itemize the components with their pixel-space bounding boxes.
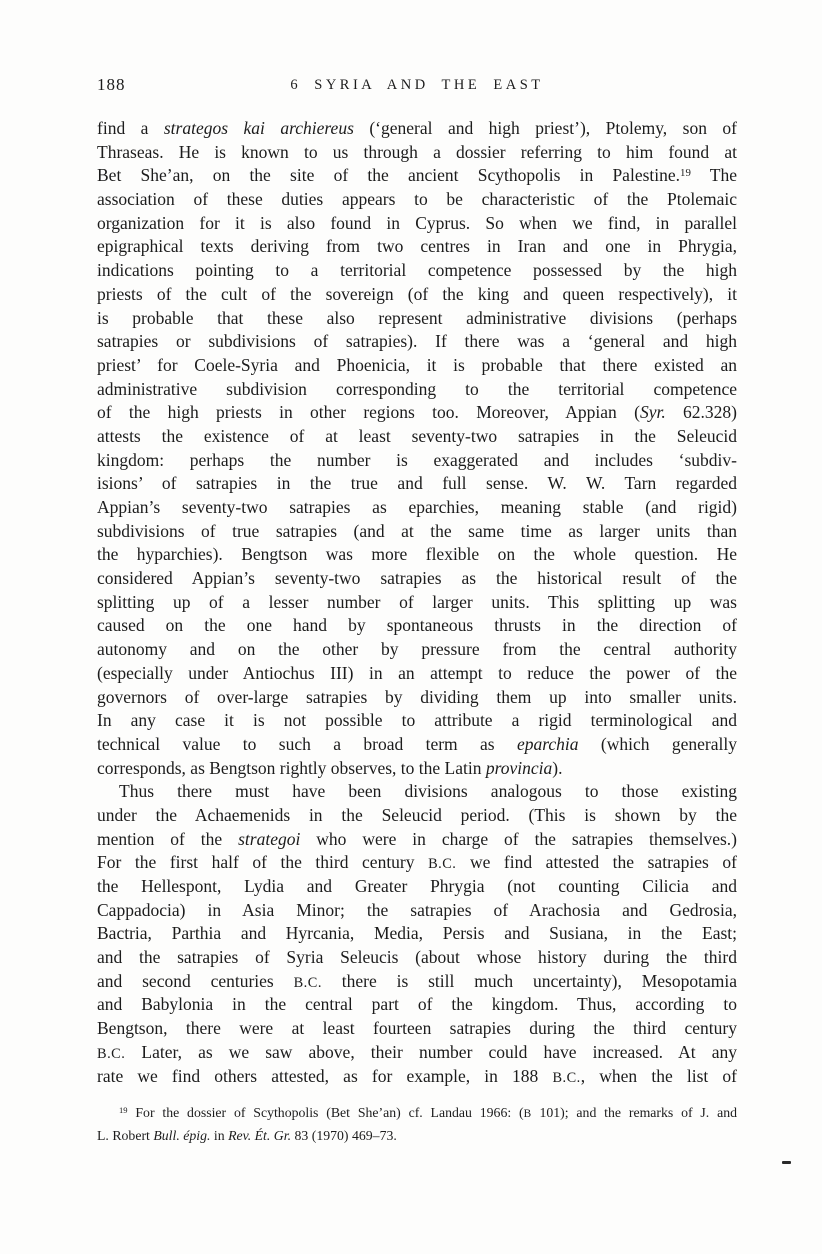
body-text <box>97 117 737 1088</box>
running-head: 6 SYRIA AND THE EAST <box>290 77 544 93</box>
scan-artifact-mark <box>782 1161 791 1164</box>
text-line: (especially under Antiochus III) in an attempt to reduce the power of the <box>97 662 737 683</box>
text-line: corresponds, as Bengtson rightly observes, to the Latin provincia). <box>97 757 563 778</box>
text-line: of the high priests in other regions too. Moreover, Appian (Syr. 62.328) <box>97 402 738 423</box>
text-line: governors of over-large satrapies by dividing them up into smaller units. <box>97 686 737 707</box>
text-line: Appian’s seventy-two satrapies as eparchies, meaning stable (and rigid) <box>97 497 737 517</box>
page-number: 188 <box>97 75 126 94</box>
text-line: subdivisions of true satrapies (and at the same time as larger units than <box>97 520 737 541</box>
text-line: indications pointing to a territorial competence possessed by the high <box>97 260 737 281</box>
page-header <box>97 74 737 98</box>
text-line: L. Robert Bull. épig. in Rev. Ét. Gr. 83 (1970) 469–73. <box>97 1128 397 1143</box>
text-line: considered Appian’s seventy-two satrapies as the historical result of the <box>97 568 737 589</box>
text-line: and the satrapies of Syria Seleucis (about whose history during the third <box>97 947 737 968</box>
text-line: satrapies or subdivisions of satrapies). If there was a ‘general and high <box>97 331 737 352</box>
text-line: $^{19}$ For the dossier of Scythopolis (Bet She’an) cf. Landau 1966: (B 101); and the remarks of J. and <box>119 1104 737 1120</box>
text-line: Bengtson, there were at least fourteen satrapies during the third century <box>97 1018 737 1039</box>
footnote <box>97 1101 737 1147</box>
text-line: is probable that these also represent administrative divisions (perhaps <box>97 307 737 328</box>
text-line: Bet She’an, on the site of the ancient Scythopolis in Palestine.$^{19}$ The <box>97 165 737 186</box>
text-line: and second centuries B.C. there is still much uncertainty), Mesopotamia <box>97 970 737 991</box>
text-line: isions’ of satrapies in the true and full sense. W. W. Tarn regarded <box>97 473 737 494</box>
text-line: rate we find others attested, as for example, in 188 B.C., when the list of <box>97 1065 737 1086</box>
text-line: For the first half of the third century B.C. we find attested the satrapies of <box>97 852 737 873</box>
text-line: Cappadocia) in Asia Minor; the satrapies of Arachosia and Gedrosia, <box>97 899 737 920</box>
text-line: Thraseas. He is known to us through a dossier referring to him found at <box>97 141 737 162</box>
text-line: find a strategos kai archiereus (‘general and high priest’), Ptolemy, son of <box>97 118 737 138</box>
text-line: epigraphical texts deriving from two centres in Iran and one in Phrygia, <box>97 236 737 257</box>
text-line: In any case it is not possible to attribute a rigid terminological and <box>97 710 737 731</box>
text-line: priests of the cult of the sovereign (of the king and queen respectively), it <box>97 283 737 304</box>
text-line: the Hellespont, Lydia and Greater Phrygia (not counting Cilicia and <box>97 876 737 896</box>
text-line: Thus there must have been divisions analogous to those existing <box>119 781 737 802</box>
text-line: kingdom: perhaps the number is exaggerated and includes ‘subdiv- <box>97 449 737 470</box>
text-line: Bactria, Parthia and Hyrcania, Media, Persis and Susiana, in the East; <box>97 923 737 944</box>
text-line: splitting up of a lesser number of larger units. This splitting up was <box>97 591 737 612</box>
text-line: mention of the strategoi who were in charge of the satrapies themselves.) <box>97 828 737 849</box>
text-line: B.C. Later, as we saw above, their number could have increased. At any <box>97 1041 737 1062</box>
text-line: under the Achaemenids in the Seleucid period. (This is shown by the <box>97 804 737 825</box>
text-line: priest’ for Coele-Syria and Phoenicia, it is probable that there existed an <box>97 354 737 375</box>
text-line: caused on the one hand by spontaneous thrusts in the direction of <box>97 615 737 636</box>
text-line: association of these duties appears to be characteristic of the Ptolemaic <box>97 189 737 210</box>
text-line: organization for it is also found in Cyprus. So when we find, in parallel <box>97 212 737 233</box>
text-line: attests the existence of at least seventy-two satrapies in the Seleucid <box>97 425 737 446</box>
text-line: administrative subdivision corresponding to the territorial competence <box>97 378 737 399</box>
text-line: the hyparchies). Bengtson was more flexible on the whole question. He <box>97 544 737 565</box>
text-line: and Babylonia in the central part of the kingdom. Thus, according to <box>97 994 737 1015</box>
text-line: technical value to such a broad term as eparchia (which generally <box>97 733 737 754</box>
text-line: autonomy and on the other by pressure from the central authority <box>97 639 737 660</box>
